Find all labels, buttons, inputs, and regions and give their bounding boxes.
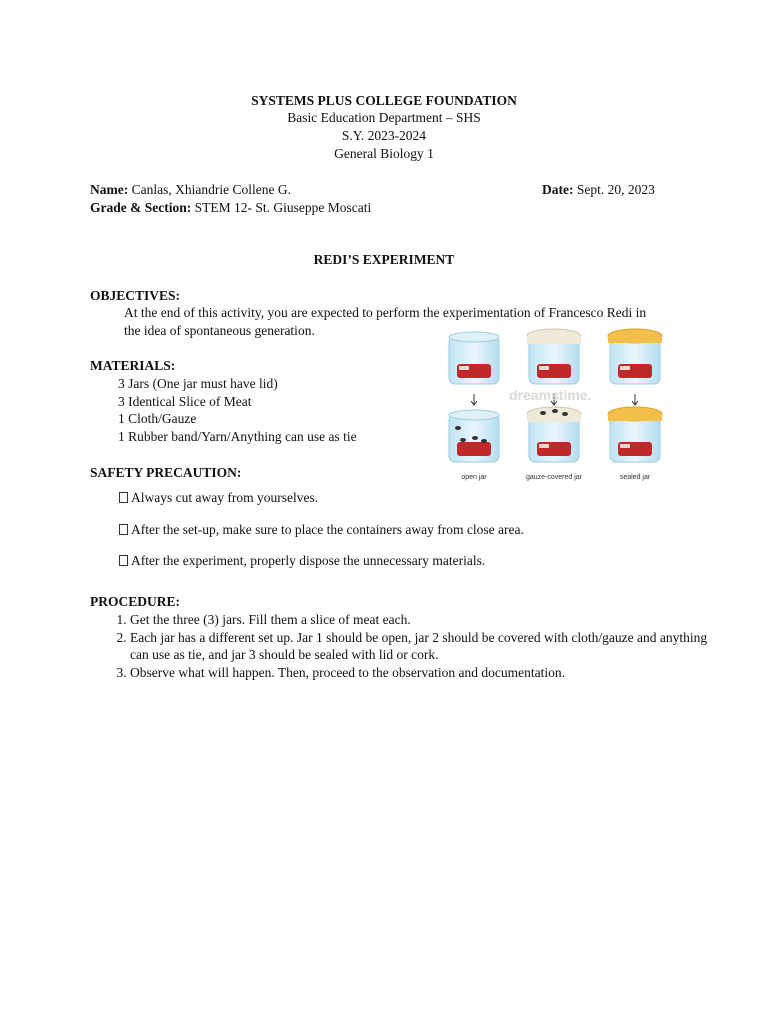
objectives-line-1: At the end of this activity, you are expected to perform the experimentation of Francesco Redi in (124, 305, 647, 320)
figure-watermark: dreamstime. (509, 387, 592, 403)
date-line (542, 182, 655, 198)
jar-open-after (449, 410, 499, 462)
date-label: Date: (542, 182, 574, 197)
objectives-heading: OBJECTIVES: (90, 288, 181, 303)
figure-caption-open: open jar (461, 474, 487, 481)
jar-gauze-after (527, 407, 581, 462)
grade-line (90, 200, 371, 216)
procedure-step: 3. Observe what will happen. Then, proceed to the observation and documentation. (130, 664, 710, 682)
name-value: Canlas, Xhiandrie Collene G. (131, 182, 291, 197)
material-item: 3 Jars (One jar must have lid) (118, 376, 278, 391)
figure-caption-gauze: gauze-covered jar (525, 474, 583, 481)
material-item: 3 Identical Slice of Meat (118, 394, 252, 409)
bullet-icon (119, 492, 128, 503)
bullet-icon (119, 555, 128, 566)
materials-heading: MATERIALS: (90, 358, 176, 373)
name-label: Name: (90, 182, 129, 197)
material-item: 1 Rubber band/Yarn/Anything can use as tie (118, 429, 357, 444)
procedure-step: 1. Get the three (3) jars. Fill them a slice of meat each. (130, 611, 710, 629)
figure-caption-sealed: sealed jar (619, 474, 651, 481)
name-line (90, 182, 291, 198)
date-value: Sept. 20, 2023 (576, 182, 655, 197)
procedure-heading: PROCEDURE: (90, 594, 180, 609)
redi-jars-illustration (437, 328, 674, 483)
jar-open-before (449, 332, 499, 384)
grade-label: Grade & Section: (90, 200, 192, 215)
safety-item: After the experiment, properly dispose the unnecessary materials. (119, 553, 485, 569)
material-item: 1 Cloth/Gauze (118, 411, 197, 426)
subject: General Biology 1 (334, 146, 434, 161)
document-title: REDI’S EXPERIMENT (313, 252, 455, 267)
grade-value: STEM 12- St. Giuseppe Moscati (194, 200, 372, 215)
institution-name: SYSTEMS PLUS COLLEGE FOUNDATION (251, 93, 517, 108)
jar-gauze-before (527, 329, 581, 384)
safety-item: Always cut away from yourselves. (119, 490, 318, 506)
department: Basic Education Department – SHS (287, 110, 481, 125)
jar-sealed-after (608, 407, 662, 462)
jar-sealed-before (608, 329, 662, 384)
objectives-line-2: the idea of spontaneous generation. (124, 323, 315, 338)
bullet-icon (119, 524, 128, 535)
safety-heading: SAFETY PRECAUTION: (90, 465, 242, 480)
procedure-step: 2. Each jar has a different set up. Jar 1 should be open, jar 2 should be covered with cloth/gauze and anything can use as tie, and jar 3 should be sealed with lid or cork. (130, 629, 710, 664)
safety-item: After the set-up, make sure to place the containers away from close area. (119, 522, 524, 538)
school-year: S.Y. 2023-2024 (341, 128, 427, 143)
procedure-list (110, 611, 710, 681)
